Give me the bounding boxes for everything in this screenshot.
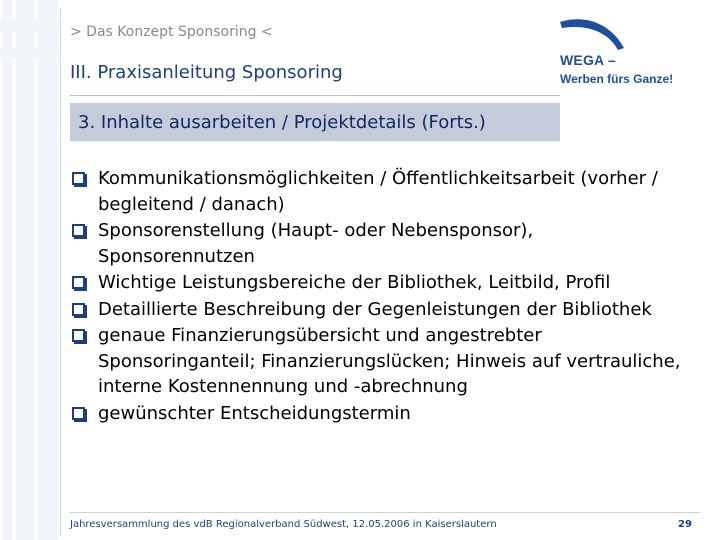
list-item — [72, 297, 692, 323]
bullet-text: Sponsorenstellung (Haupt- oder Nebensponsor), Sponsorennutzen — [98, 220, 534, 267]
logo-name: WEGA – — [560, 52, 616, 68]
checkbox-bullet-icon — [72, 224, 85, 237]
list-item — [72, 323, 692, 400]
bullet-text: Detaillierte Beschreibung der Gegenleistungen der Bibliothek — [98, 298, 652, 320]
list-item — [72, 166, 692, 217]
breadcrumb: > Das Konzept Sponsoring < — [70, 24, 273, 40]
title-divider — [70, 95, 560, 96]
checkbox-bullet-icon — [72, 329, 85, 342]
checkbox-bullet-icon — [72, 303, 85, 316]
list-item — [72, 270, 692, 296]
checkbox-bullet-icon — [72, 407, 85, 420]
list-item — [72, 218, 692, 269]
bullet-text: Wichtige Leistungsbereiche der Bibliothek, Leitbild, Profil — [98, 272, 611, 293]
wega-logo — [556, 14, 696, 94]
checkbox-bullet-icon — [72, 276, 85, 289]
list-item — [72, 401, 692, 427]
footer-text: Jahresversammlung des vdB Regionalverband Südwest, 12.05.2006 in Kaiserslautern — [70, 519, 497, 530]
page-number: 29 — [678, 519, 692, 530]
footer-divider — [70, 512, 700, 513]
subheading: 3. Inhalte ausarbeiten / Projektdetails (Forts.) — [78, 112, 486, 133]
checkbox-bullet-icon — [72, 172, 85, 185]
bullet-text: gewünschter Entscheidungstermin — [98, 402, 411, 424]
left-divider — [60, 8, 61, 536]
bullet-list — [72, 166, 692, 427]
left-decoration — [0, 0, 60, 540]
bullet-text: genaue Finanzierungsübersicht und angestrebter Sponsoringanteil; Finanzierungslücken; Hinweis auf vertrauliche, interne Kostennennung und -abrechnung — [98, 325, 681, 397]
logo-tagline: Werben fürs Ganze! — [560, 72, 674, 86]
section-title: III. Praxisanleitung Sponsoring — [70, 62, 343, 83]
bullet-text: Kommunikationsmöglichkeiten / Öffentlichkeitsarbeit (vorher / begleitend / danach) — [98, 168, 658, 215]
